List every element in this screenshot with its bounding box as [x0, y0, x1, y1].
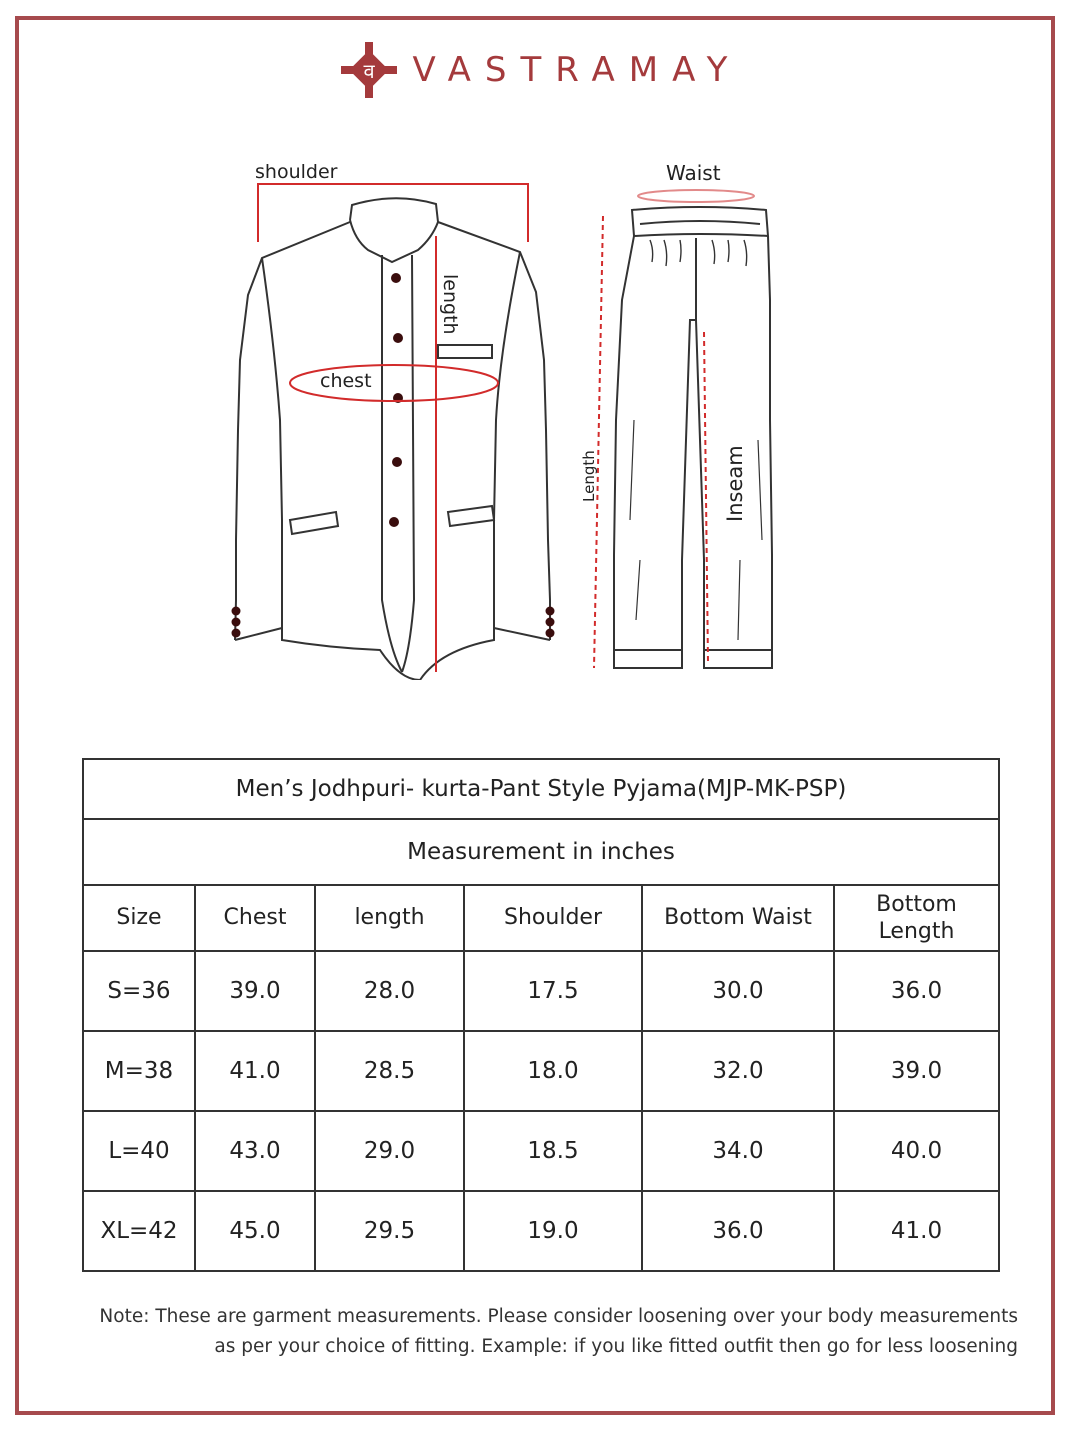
cell-size: S=36 — [83, 951, 195, 1031]
brand-mark-glyph: व — [362, 59, 375, 83]
cell-bottom-length: 40.0 — [834, 1111, 999, 1191]
cell-size: L=40 — [83, 1111, 195, 1191]
cell-length: 28.0 — [315, 951, 464, 1031]
cell-shoulder: 17.5 — [464, 951, 642, 1031]
inseam-label: Inseam — [723, 445, 747, 522]
cell-bottom-waist: 30.0 — [642, 951, 834, 1031]
cuff-button-dot — [546, 629, 555, 638]
jacket-length-label: length — [439, 274, 461, 335]
header-bottom-length: Bottom Length — [834, 885, 999, 951]
button-dot — [389, 517, 399, 527]
cell-length: 29.5 — [315, 1191, 464, 1271]
table-row — [83, 1191, 999, 1271]
jacket-measure-lines — [258, 184, 528, 672]
cell-shoulder: 19.0 — [464, 1191, 642, 1271]
cuff-button-dot — [546, 607, 555, 616]
table-row — [83, 1031, 999, 1111]
button-dot — [391, 273, 401, 283]
cell-bottom-length: 39.0 — [834, 1031, 999, 1111]
size-chart-table — [82, 758, 1000, 1272]
table-subtitle: Measurement in inches — [83, 819, 999, 885]
garment-diagram — [0, 140, 1080, 680]
brand-logo — [0, 40, 1080, 104]
cell-bottom-length: 41.0 — [834, 1191, 999, 1271]
cell-bottom-waist: 32.0 — [642, 1031, 834, 1111]
pyjama-length-label: Length — [580, 450, 598, 502]
cell-length: 29.0 — [315, 1111, 464, 1191]
fitting-note — [48, 1302, 1018, 1362]
cell-chest: 39.0 — [195, 951, 315, 1031]
cell-length: 28.5 — [315, 1031, 464, 1111]
table-title: Men’s Jodhpuri- kurta-Pant Style Pyjama(MJP-MK-PSP) — [83, 759, 999, 819]
header-chest: Chest — [195, 885, 315, 951]
brand-mark-icon — [339, 40, 399, 100]
cell-shoulder: 18.5 — [464, 1111, 642, 1191]
button-dot — [393, 333, 403, 343]
cuff-button-dot — [546, 618, 555, 627]
cuff-button-dot — [232, 607, 241, 616]
cuff-button-dot — [232, 618, 241, 627]
jodhpuri-jacket-drawing — [235, 198, 550, 680]
header-size: Size — [83, 885, 195, 951]
cell-size: XL=42 — [83, 1191, 195, 1271]
cell-chest: 41.0 — [195, 1031, 315, 1111]
waist-label: Waist — [666, 161, 721, 185]
note-line-2: as per your choice of fitting. Example: if you like fitted outfit then go for less loosening — [214, 1336, 1018, 1357]
header-length: length — [315, 885, 464, 951]
cell-bottom-length: 36.0 — [834, 951, 999, 1031]
cell-bottom-waist: 34.0 — [642, 1111, 834, 1191]
note-line-1: Note: These are garment measurements. Please consider loosening over your body measurements — [99, 1306, 1018, 1327]
table-row — [83, 951, 999, 1031]
pyjama-measure-lines — [594, 190, 754, 668]
cell-bottom-waist: 36.0 — [642, 1191, 834, 1271]
header-bottom-waist: Bottom Waist — [642, 885, 834, 951]
table-row — [83, 1111, 999, 1191]
header-shoulder: Shoulder — [464, 885, 642, 951]
button-dot — [392, 457, 402, 467]
cell-size: M=38 — [83, 1031, 195, 1111]
cell-shoulder: 18.0 — [464, 1031, 642, 1111]
brand-name: VASTRAMAY — [412, 50, 742, 90]
chest-label: chest — [320, 370, 372, 392]
cell-chest: 45.0 — [195, 1191, 315, 1271]
pyjama-drawing — [614, 207, 772, 668]
shoulder-label: shoulder — [255, 161, 338, 183]
cuff-button-dot — [232, 629, 241, 638]
cell-chest: 43.0 — [195, 1111, 315, 1191]
